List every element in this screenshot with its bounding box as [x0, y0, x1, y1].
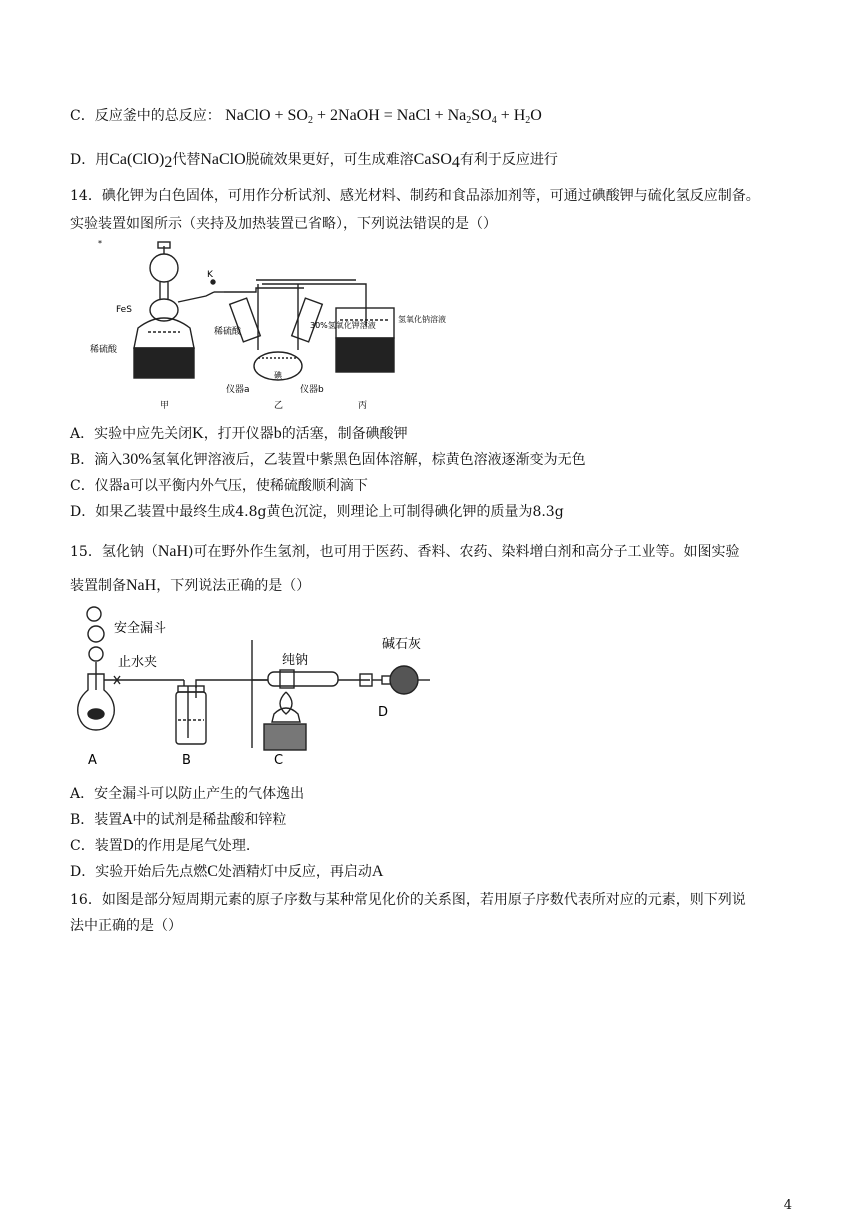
- q15-fig-label-a: A: [88, 753, 97, 768]
- q14-apparatus-figure: [86, 240, 446, 412]
- q14-option-d: D．如果乙装置中最终生成4.8g黄色沉淀，则理论上可制得碘化钾的质量为8.3g: [70, 504, 564, 520]
- q14-fig-bing: 丙: [358, 401, 368, 411]
- svg-text:*: *: [98, 240, 102, 248]
- q15-option-d: D．实验开始后先点燃C处酒精灯中反应，再启动A: [70, 863, 384, 880]
- q15-fig-clamp: 止水夹: [118, 655, 158, 670]
- q15-fig-label-c: C: [274, 753, 284, 768]
- q14-fig-koh: 30%氢氧化钾溶液: [310, 321, 376, 330]
- q14-fig-acid-mid: 稀硫酸: [214, 327, 242, 337]
- q15-fig-sodium: 纯钠: [282, 653, 309, 668]
- q14-fig-fes: FeS: [116, 305, 132, 315]
- q15-option-c: C．装置D的作用是尾气处理.: [70, 838, 251, 854]
- q16-stem-line1: 16．如图是部分短周期元素的原子序数与某种常见化价的关系图，若用原子序数代表所对应的元素，则下列说: [70, 892, 746, 908]
- q15-fig-label-d: D: [378, 705, 389, 720]
- q15-stem-line2: 装置制备NaH，下列说法正确的是（）: [70, 577, 311, 594]
- q15-fig-funnel: 安全漏斗: [114, 621, 167, 636]
- q15-stem-line1: 15．氢化钠（NaH)可在野外作生氢剂，也可用于医药、香料、农药、染料增白剂和高分子工业等。如图实验: [70, 543, 740, 560]
- q15-option-a: A．安全漏斗可以防止产生的气体逸出: [70, 786, 305, 802]
- q14-fig-jia: 甲: [160, 401, 170, 411]
- q13-option-d: D．用$Ca(ClO)_2$代替NaClO脱硫效果更好，可生成难溶CaSO$_4$有利于反应进行: [70, 151, 558, 171]
- q14-fig-acid-left: 稀硫酸: [90, 345, 118, 355]
- q14-stem-line1: 14．碘化钾为白色固体，可用作分析试剂、感光材料、制药和食品添加剂等，可通过碘酸钾与硫化氢反应制备。: [70, 188, 760, 204]
- q14-option-c: C．仪器a可以平衡内外气压，使稀硫酸顺利滴下: [70, 477, 368, 494]
- q14-fig-instr-a: 仪器a: [226, 385, 250, 395]
- page-number: 4: [783, 1198, 792, 1213]
- q15-apparatus-figure: [74, 604, 434, 770]
- svg-text:K: K: [207, 270, 213, 280]
- q14-fig-iodine: 碘: [274, 371, 282, 380]
- q16-stem-line2: 法中正确的是（）: [70, 918, 182, 934]
- q14-option-a: A．实验中应先关闭K，打开仪器b的活塞，制备碘酸钾: [70, 425, 408, 442]
- q14-option-b: B．滴入30%氢氧化钾溶液后，乙装置中紫黑色固体溶解，棕黄色溶液逐渐变为无色: [70, 451, 586, 468]
- q13-option-c-equation: NaClO + $SO_2$ + 2NaOH = NaCl + $Na_2SO_4 + H_2O$: [225, 107, 542, 126]
- q14-fig-instr-b: 仪器b: [300, 385, 324, 395]
- q14-stem-line2: 实验装置如图所示（夹持及加热装置已省略），下列说法错误的是（）: [70, 216, 497, 232]
- q14-fig-yi: 乙: [274, 401, 284, 411]
- q14-fig-naoh: 氢氧化钠溶液: [398, 315, 446, 324]
- q13-option-c: C．反应釜中的总反应： NaClO + $SO_2$ + 2NaOH = NaCl + $Na_2SO_4 + H_2O$: [70, 107, 542, 126]
- q15-fig-soda-lime: 碱石灰: [382, 637, 422, 652]
- q15-option-b: B．装置A中的试剂是稀盐酸和锌粒: [70, 812, 287, 828]
- q15-fig-label-b: B: [182, 753, 191, 768]
